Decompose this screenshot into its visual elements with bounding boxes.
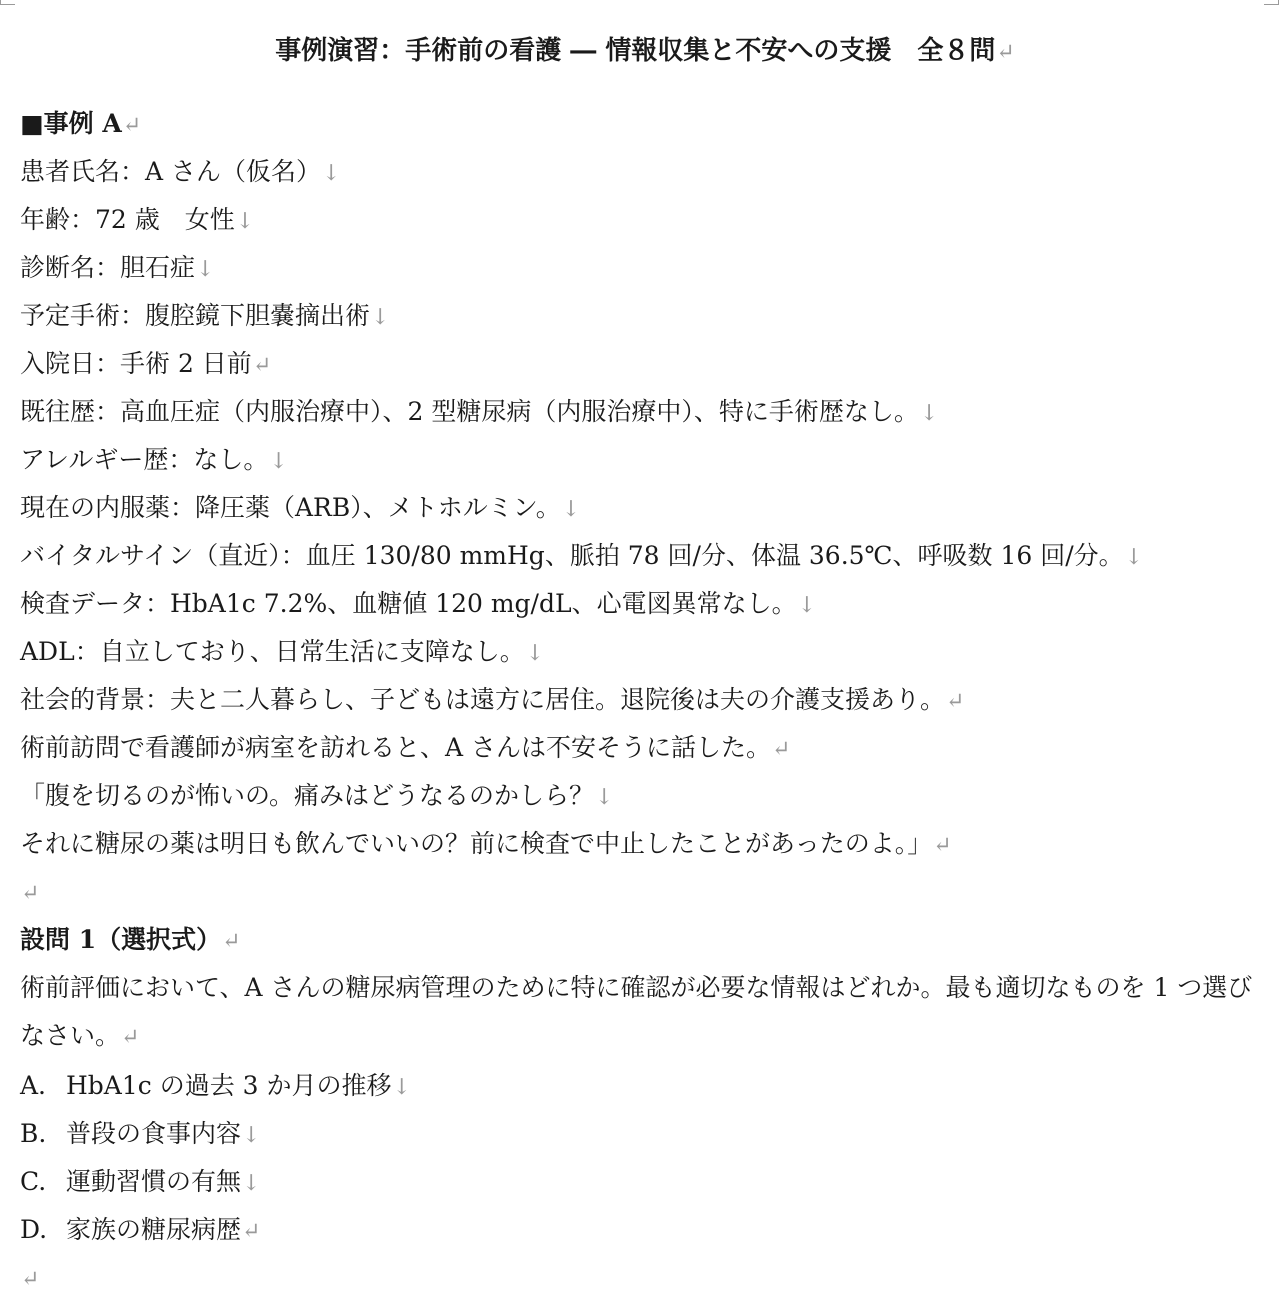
paragraph-mark: ↓ [242,1171,261,1196]
paragraph-mark: ↓ [919,401,939,426]
choice-letter: D. [20,1215,48,1244]
case-line: 既往歴：高血圧症（内服治療中）、2 型糖尿病（内服治療中）、特に手術歴なし。↓ [20,397,939,426]
choice-text: 家族の糖尿病歴 [66,1215,242,1244]
paragraph-mark: ↵ [933,833,952,858]
question-1-choices [20,1062,1270,1254]
paragraph-mark: ↓ [797,593,817,618]
paragraph-mark: ↓ [196,257,215,282]
paragraph-mark: ↵ [252,353,272,378]
case-line: 「腹を切るのが怖いの。痛みはどうなるのかしら？↓ [20,781,614,810]
case-heading: ■事例 A↵ [20,109,142,138]
case-line: バイタルサイン（直近）：血圧 130/80 mmHg、脈拍 78 回/分、体温 36.5℃、呼吸数 16 回/分。↓ [20,541,1144,570]
choice-text: HbA1c の過去 3 か月の推移 [66,1071,392,1100]
choice-letter: B. [20,1119,47,1148]
paragraph-mark: ↓ [561,497,581,522]
paragraph-mark: ↓ [242,1123,261,1148]
case-line: ADL：自立しており、日常生活に支障なし。↓ [20,637,545,666]
case-line: 予定手術：腹腔鏡下胆嚢摘出術↓ [20,301,390,330]
paragraph-mark: ↵ [946,689,965,714]
case-line: アレルギー歴：なし。↓ [20,445,288,474]
paragraph-mark: ↵ [242,1219,261,1244]
paragraph-mark: ↓ [235,209,255,234]
case-line: 検査データ：HbA1c 7.2%、血糖値 120 mg/dL、心電図異常なし。↓ [20,589,817,618]
case-line: 患者氏名：A さん（仮名）↓ [20,157,341,186]
question-1-heading: 設問 1（選択式）↵ [20,925,241,954]
choice-text: 普段の食事内容 [66,1119,242,1148]
paragraph-mark: ↓ [1124,545,1144,570]
page-corner-right [1264,0,1279,5]
empty-line [20,1254,1270,1302]
paragraph-mark: ↵ [121,1025,140,1050]
case-line: 社会的背景：夫と二人暮らし、子どもは遠方に居住。退院後は夫の介護支援あり。↵ [20,685,965,714]
choice-option [20,1062,1270,1110]
choice-text: 運動習慣の有無 [66,1167,242,1196]
paragraph-mark: ↓ [392,1075,411,1100]
paragraph-mark: ↵ [772,737,791,762]
case-line: 診断名：胆石症↓ [20,253,215,282]
choice-option [20,1206,1270,1254]
case-details [20,148,1270,916]
paragraph-mark: ↓ [525,641,545,666]
case-line: 年齢：72 歳 女性↓ [20,205,255,234]
case-line: 現在の内服薬：降圧薬（ARB）、メトホルミン。↓ [20,493,581,522]
paragraph-mark: ↓ [269,449,288,474]
empty-line [20,868,1270,916]
paragraph-mark: ↵ [21,881,40,906]
paragraph-mark: ↵ [21,1267,40,1292]
paragraph-mark: ↵ [122,113,142,138]
question-1-prompt: 術前評価において、A さんの糖尿病管理のために特に確認が必要な情報はどれか。最も適切なものを 1 つ選びなさい。↵ [20,973,1253,1050]
paragraph-mark: ↓ [322,161,341,186]
document-title: 事例演習：手術前の看護 ― 情報収集と不安への支援 全８問↵ [275,36,1015,66]
case-line: それに糖尿の薬は明日も飲んでいいの？前に検査で中止したことがあったのよ。」↵ [20,829,952,858]
document-body [20,24,1270,1302]
paragraph-mark: ↵ [996,40,1015,65]
paragraph-mark: ↓ [371,305,390,330]
paragraph-mark: ↓ [595,785,614,810]
page-corner-left [0,0,15,5]
case-line: 入院日：手術 2 日前↵ [20,349,272,378]
choice-option [20,1110,1270,1158]
choice-letter: C. [20,1167,47,1196]
paragraph-mark: ↵ [222,929,241,954]
choice-option [20,1158,1270,1206]
choice-letter: A. [20,1071,47,1100]
case-line: 術前訪問で看護師が病室を訪れると、A さんは不安そうに話した。↵ [20,733,791,762]
